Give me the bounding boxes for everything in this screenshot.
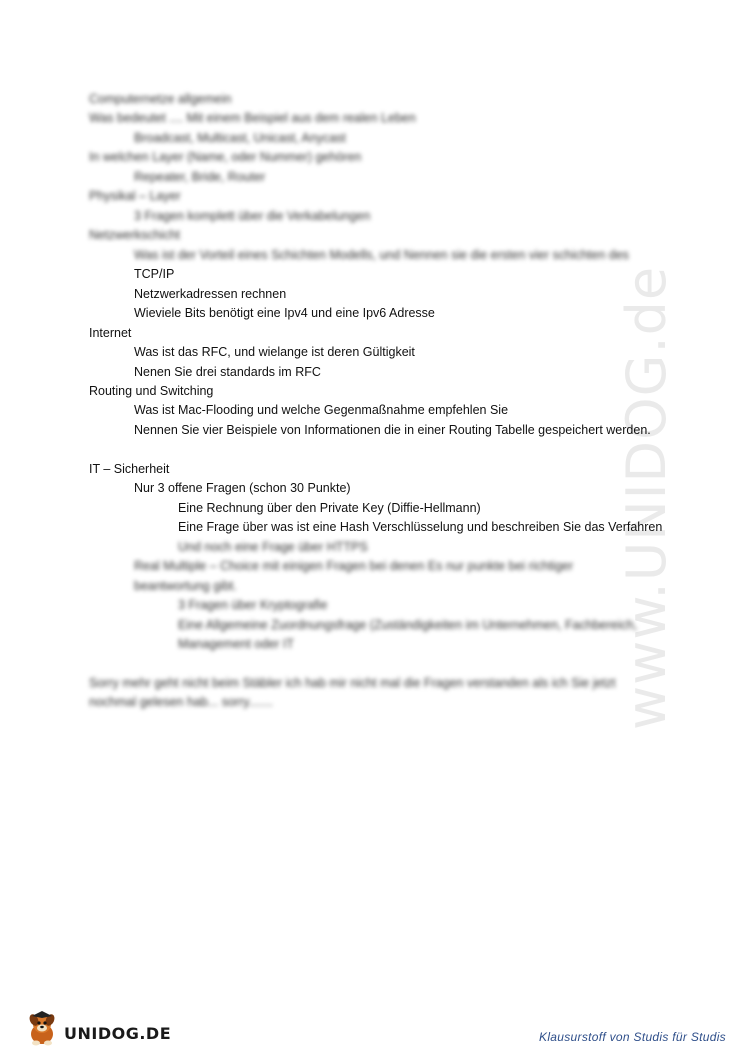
doc-line: Was bedeutet .... Mit einem Beispiel aus dem realen Leben <box>89 111 416 125</box>
doc-line: Routing und Switching <box>89 384 214 398</box>
doc-line: Was ist das RFC, und wielange ist deren Gültigkeit <box>134 345 415 359</box>
doc-line: Eine Allgemeine Zuordnungsfrage (Zuständigkeiten im Unternehmen, Fachbereich, <box>178 618 638 632</box>
doc-line: Netzwerkschicht <box>89 228 180 242</box>
footer-tagline: Klausurstoff von Studis für Studis <box>539 1030 726 1044</box>
doc-line: Sorry mehr geht nicht beim Stäbler ich hab mir nicht mal die Fragen verstanden als ich Sie jetzt <box>89 676 616 690</box>
doc-line: 3 Fragen über Kryptografie <box>178 598 328 612</box>
doc-line: Broadcast, Multicast, Unicast, Anycast <box>134 131 346 145</box>
doc-line: Netzwerkadressen rechnen <box>134 287 287 301</box>
doc-line: Nur 3 offene Fragen (schon 30 Punkte) <box>134 481 351 495</box>
watermark: www.UNIDOG.de <box>615 265 678 730</box>
doc-line: TCP/IP <box>134 267 175 281</box>
doc-line: Und noch eine Frage über HTTPS <box>178 540 368 554</box>
doc-line: In welchen Layer (Name, oder Nummer) gehören <box>89 150 362 164</box>
logo-text: UNIDOG.DE <box>64 1023 172 1043</box>
doc-line: nochmal gelesen hab... sorry....... <box>89 695 273 709</box>
doc-line: Was ist Mac-Flooding und welche Gegenmaßnahme empfehlen Sie <box>134 403 509 417</box>
doc-line: Eine Rechnung über den Private Key (Diffie-Hellmann) <box>178 501 481 515</box>
doc-line: Physikal – Layer <box>89 189 181 203</box>
unidog-logo[interactable] <box>22 1008 171 1048</box>
doc-line: beantwortung gibt. <box>134 579 237 593</box>
doc-line: Management oder IT <box>178 637 295 651</box>
doc-line: Eine Frage über was ist eine Hash Verschlüsselung und beschreiben Sie das Verfahren <box>178 520 663 534</box>
doc-line: Was ist der Vorteil eines Schichten Modells, und Nennen sie die ersten vier schichten des <box>134 248 629 262</box>
doc-line: Repeater, Bride, Router <box>134 170 266 184</box>
doc-line: Wieviele Bits benötigt eine Ipv4 und eine Ipv6 Adresse <box>134 306 435 320</box>
dog-mascot-icon <box>22 1008 62 1048</box>
doc-line: IT – Sicherheit <box>89 462 170 476</box>
doc-line: Nenen Sie drei standards im RFC <box>134 365 321 379</box>
doc-line: Nennen Sie vier Beispiele von Informationen die in einer Routing Tabelle gespeichert werden. <box>134 423 651 437</box>
doc-line: Internet <box>89 326 132 340</box>
doc-line: Real Multiple – Choice mit einigen Fragen bei denen Es nur punkte bei richtiger <box>134 559 574 573</box>
doc-line: 3 Fragen komplett über die Verkabelungen <box>134 209 371 223</box>
doc-line: Computernetze allgemein <box>89 92 232 106</box>
